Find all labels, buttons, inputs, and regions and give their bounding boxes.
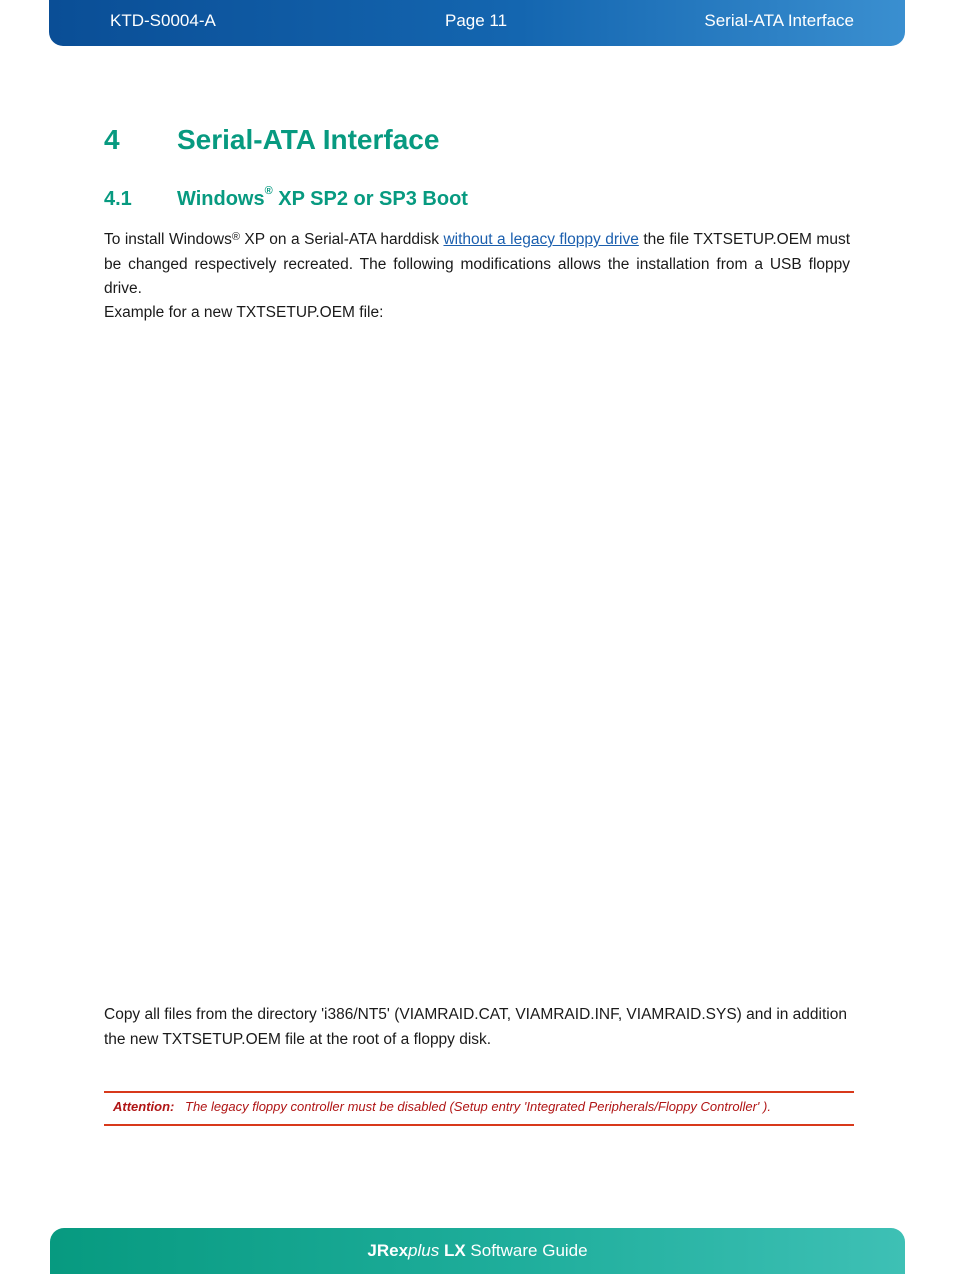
registered-mark: ® (264, 185, 273, 197)
subsection-number: 4.1 (104, 188, 132, 210)
intro-text-c: the file TXTSETUP.OEM must be changed respectively recreated. The following modifications allows the installation from a USB floppy drive. (104, 231, 851, 297)
intro-text-b: XP on a Serial-ATA harddisk (239, 231, 444, 248)
footer-rest: Software Guide (465, 1241, 588, 1260)
example-label: Example for a new TXTSETUP.OEM file: (104, 304, 384, 321)
legacy-floppy-link[interactable]: without a legacy floppy drive (443, 231, 639, 248)
subsection-title (177, 185, 468, 211)
registered-mark: ® (231, 231, 240, 243)
copy-instructions-paragraph: Copy all files from the directory 'i386/NT5' (VIAMRAID.CAT, VIAMRAID.INF, VIAMRAID.SYS) and in addition the new TXTSETUP.OEM file at the root of a floppy disk. (104, 1006, 847, 1048)
intro-text-a: To install Windows (104, 231, 232, 248)
attention-label: Attention: (113, 1099, 175, 1114)
document-id: KTD-S0004-A (110, 11, 216, 30)
page-footer (50, 1228, 905, 1274)
chapter-number: 4 (104, 124, 120, 155)
footer-title (367, 1241, 587, 1261)
page-header (49, 0, 905, 46)
intro-paragraph (104, 228, 850, 302)
subsection-title-pre: Windows (177, 188, 265, 210)
header-section-title: Serial-ATA Interface (704, 11, 854, 30)
page-number: Page 11 (445, 11, 508, 30)
attention-box (104, 1091, 854, 1126)
chapter-title: Serial-ATA Interface (177, 124, 440, 155)
subsection-title-post: XP SP2 or SP3 Boot (272, 188, 468, 210)
attention-text: The legacy floppy controller must be disabled (Setup entry 'Integrated Peripherals/Floppy Controller' ). (185, 1099, 771, 1114)
footer-brand-a: JRex (367, 1241, 409, 1260)
footer-brand-c: LX (439, 1241, 466, 1260)
footer-brand-b: plus (408, 1241, 440, 1260)
